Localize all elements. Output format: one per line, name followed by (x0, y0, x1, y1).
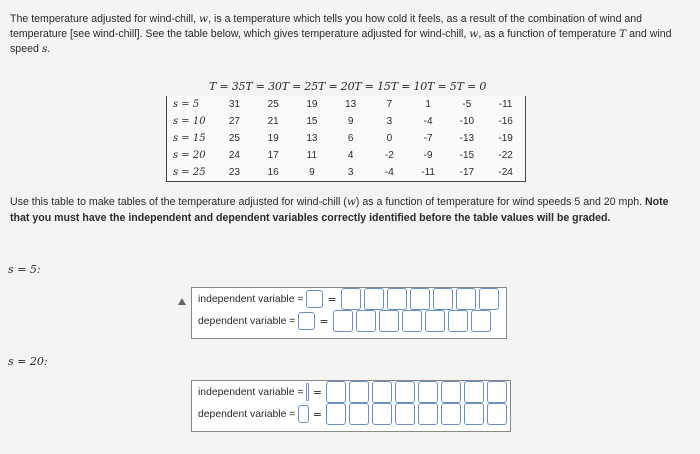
wind-table-row (167, 147, 525, 164)
table-cell: -2 (384, 150, 394, 161)
equals-sign: = (312, 385, 322, 399)
value-input-cell[interactable] (441, 403, 461, 425)
value-input-cell[interactable] (418, 381, 438, 403)
table-cell: 0 (386, 133, 393, 144)
value-input-cell[interactable] (464, 403, 484, 425)
table-cell: 27 (228, 116, 240, 127)
value-input-cell[interactable] (487, 381, 507, 403)
value-input-cell[interactable] (349, 403, 369, 425)
intro-text-3: , as a function of temperature (478, 28, 620, 40)
table-cell: -19 (498, 133, 513, 144)
value-input-cell[interactable] (464, 381, 484, 403)
independent-label: independent variable = (198, 386, 304, 398)
s20-dependent-input[interactable] (298, 405, 308, 423)
task-paragraph (10, 195, 690, 226)
s5-entry-box (191, 287, 507, 339)
table-cell: 17 (267, 150, 279, 161)
row-label: s = 10 (173, 116, 206, 127)
value-input-cell[interactable] (372, 381, 392, 403)
table-cell: 24 (228, 150, 240, 161)
s5-independent-row (192, 288, 506, 310)
table-cell: 3 (386, 116, 393, 127)
wind-table-row (167, 113, 525, 130)
value-input-cell[interactable] (418, 403, 438, 425)
wind-table-row (167, 130, 525, 147)
equals-sign: = (319, 314, 329, 328)
task-text-2: ) as a function of temperature for wind speeds 5 and 20 mph. (355, 196, 646, 208)
value-input-cell[interactable] (395, 381, 415, 403)
value-input-cell[interactable] (402, 310, 422, 332)
table-cell: 23 (228, 167, 240, 178)
wind-chill-table (166, 96, 526, 182)
value-input-cell[interactable] (364, 288, 384, 310)
s20-dependent-values (326, 403, 510, 425)
intro-text-1: The temperature adjusted for wind-chill, (10, 13, 200, 25)
table-cell: 15 (306, 116, 318, 127)
var-s: s (41, 43, 48, 55)
row-label: s = 15 (173, 133, 206, 144)
var-w: w (469, 28, 479, 40)
value-input-cell[interactable] (372, 403, 392, 425)
value-input-cell[interactable] (326, 381, 346, 403)
s5-independent-input[interactable] (306, 290, 323, 308)
independent-label: independent variable = (198, 293, 304, 305)
table-cell: -5 (462, 99, 472, 110)
s20-independent-row (192, 381, 510, 403)
wind-table-header: T = 35T = 30T = 25T = 20T = 15T = 10T = 5T = 0 (209, 80, 487, 93)
table-cell: 21 (267, 116, 279, 127)
s5-independent-values (341, 288, 502, 310)
table-cell: 19 (267, 133, 279, 144)
table-cell: -9 (423, 150, 433, 161)
table-cell: -24 (498, 167, 513, 178)
table-cell: 11 (306, 150, 318, 161)
s5-dependent-row (192, 310, 506, 332)
value-input-cell[interactable] (456, 288, 476, 310)
value-input-cell[interactable] (356, 310, 376, 332)
s5-label: s = 5: (8, 263, 41, 276)
table-cell: 31 (228, 99, 240, 110)
table-cell: 25 (228, 133, 240, 144)
table-cell: 4 (347, 150, 354, 161)
table-cell: 7 (386, 99, 393, 110)
table-cell: 9 (347, 116, 354, 127)
table-cell: 13 (345, 99, 357, 110)
var-T: T (619, 28, 627, 40)
value-input-cell[interactable] (379, 310, 399, 332)
table-cell: -7 (423, 133, 433, 144)
value-input-cell[interactable] (349, 381, 369, 403)
table-cell: -15 (459, 150, 475, 161)
table-cell: -13 (459, 133, 475, 144)
value-input-cell[interactable] (410, 288, 430, 310)
table-cell: -17 (459, 167, 475, 178)
value-input-cell[interactable] (441, 381, 461, 403)
value-input-cell[interactable] (425, 310, 445, 332)
table-cell: -11 (498, 99, 513, 110)
table-cell: -11 (421, 167, 435, 178)
intro-paragraph (10, 12, 690, 57)
table-cell: -4 (423, 116, 433, 127)
table-cell: 13 (306, 133, 318, 144)
table-cell: 16 (267, 167, 279, 178)
var-w: w (199, 13, 209, 25)
wind-table-row (167, 96, 525, 113)
value-input-cell[interactable] (395, 403, 415, 425)
row-label: s = 25 (173, 167, 206, 178)
table-cell: 9 (309, 167, 315, 178)
value-input-cell[interactable] (487, 403, 507, 425)
s20-entry-box (191, 380, 511, 432)
value-input-cell[interactable] (433, 288, 453, 310)
table-cell: 6 (347, 133, 354, 144)
table-cell: 25 (267, 99, 279, 110)
value-input-cell[interactable] (387, 288, 407, 310)
task-note: Note that you must have the independent and dependent variables correctly identified before the table values will be graded. (10, 196, 669, 224)
cursor-icon (178, 298, 186, 305)
value-input-cell[interactable] (471, 310, 491, 332)
s5-dependent-values (333, 310, 494, 332)
s20-independent-values (326, 381, 510, 403)
intro-text-5: . (47, 43, 51, 55)
value-input-cell[interactable] (448, 310, 468, 332)
table-cell: 1 (425, 99, 431, 110)
table-cell: -22 (498, 150, 513, 161)
table-cell: 3 (347, 167, 354, 178)
value-input-cell[interactable] (479, 288, 499, 310)
s20-independent-input[interactable] (306, 383, 308, 401)
value-input-cell[interactable] (333, 310, 353, 332)
s20-label: s = 20: (8, 355, 48, 368)
value-input-cell[interactable] (326, 403, 346, 425)
row-label: s = 20 (173, 150, 206, 161)
dependent-label: dependent variable = (198, 408, 296, 420)
equals-sign: = (312, 407, 322, 421)
wind-table-row (167, 164, 525, 181)
table-cell: 19 (306, 99, 318, 110)
intro-text-2: , is a temperature which tells you how cold it feels, as a result of the combination of wind and temperature [see wind-chill]. See the table below, which gives temperature adjusted for wind-chill, (10, 13, 643, 40)
table-cell: -16 (498, 116, 513, 127)
task-text-1: Use this table to make tables of the temperature adjusted for wind-chill ( (10, 196, 347, 208)
value-input-cell[interactable] (341, 288, 361, 310)
table-cell: -10 (459, 116, 475, 127)
table-cell: -4 (384, 167, 394, 178)
row-label: s = 5 (173, 99, 200, 110)
equals-sign: = (327, 292, 337, 306)
s20-dependent-row (192, 403, 510, 425)
s5-dependent-input[interactable] (298, 312, 315, 330)
intro-text-4: and wind speed (10, 28, 672, 55)
dependent-label: dependent variable = (198, 315, 296, 327)
var-w: w (346, 196, 356, 208)
